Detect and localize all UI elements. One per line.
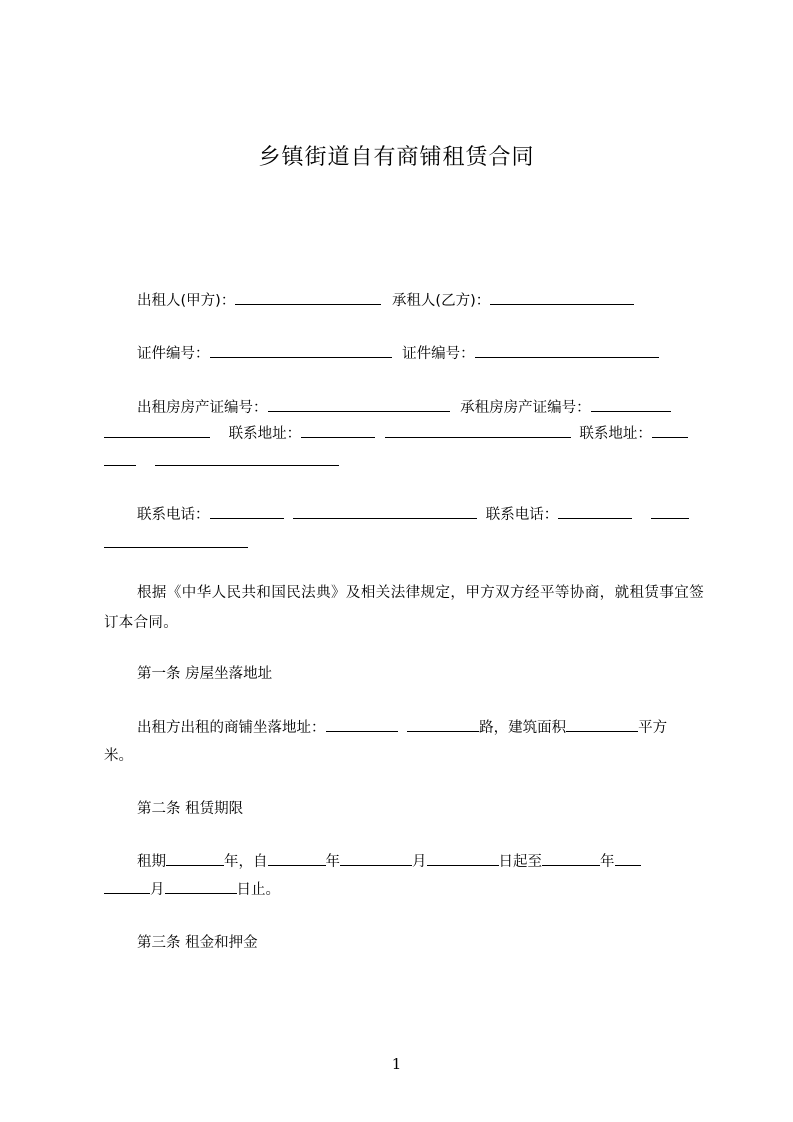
blank [104,530,248,548]
property-cert-lessor-label: 出租房房产证编号： [137,400,268,416]
blank [652,420,688,438]
phone-line-cont [104,530,704,558]
blank [427,848,499,866]
id-blank-lessor [210,340,392,358]
parties-line [104,287,704,315]
property-cert-line [104,394,704,422]
lessor-label: 出租人(甲方)： [137,293,236,309]
address-line [104,420,704,448]
article2-body-cont [104,876,704,904]
article2-t5: 日起至 [498,854,542,870]
blank [301,420,375,438]
blank [566,714,638,732]
phone-label-lessor: 联系电话： [137,507,210,523]
blank [166,848,224,866]
blank [615,848,641,866]
article2-t1: 租期 [137,854,166,870]
address-label-lessor: 联系地址： [228,426,302,442]
blank [407,714,479,732]
lessee-blank [490,287,634,305]
blank [210,501,284,519]
page-number: 1 [391,1055,402,1073]
article2-t6: 年 [600,854,615,870]
address-label-lessee: 联系地址： [579,426,652,442]
article1-text-a: 出租方出租的商铺坐落地址： [137,720,326,736]
blank [542,848,600,866]
id-line [104,340,704,368]
article2-t4: 月 [412,854,427,870]
article2-t2: 年，自 [224,854,268,870]
blank [104,876,150,894]
article2-heading: 第二条 租赁期限 [137,801,244,817]
article2-t8: 日止。 [236,882,280,898]
blank [385,420,571,438]
blank [348,394,450,412]
blank [155,448,339,466]
article1-text-b: 路，建筑面积 [479,720,567,736]
id-blank-lessee [475,340,659,358]
phone-label-lessee: 联系电话： [485,507,559,523]
blank [104,448,136,466]
id-label-lessee: 证件编号： [402,346,475,362]
blank [651,501,689,519]
lessor-blank [235,287,381,305]
article1-heading: 第一条 房屋坐落地址 [137,666,273,682]
article1-body [104,714,704,742]
article1-body-cont: 米。 [104,748,133,764]
blank [340,848,412,866]
blank [165,876,237,894]
phone-line [104,501,704,529]
document-title: 乡镇街道自有商铺租赁合同 [258,145,535,170]
id-label-lessor: 证件编号： [137,346,210,362]
article2-t7: 月 [150,882,165,898]
blank [268,848,326,866]
blank [558,501,632,519]
article2-body [104,848,704,876]
blank [591,394,671,412]
article3-heading: 第三条 租金和押金 [137,935,258,951]
property-cert-lessee-label: 承租房房产证编号： [460,400,591,416]
blank [104,420,210,438]
lessee-label: 承租人(乙方)： [391,293,491,309]
blank [326,714,398,732]
article2-t3: 年 [325,854,340,870]
blank [293,501,477,519]
blank [268,394,348,412]
address-line-cont [104,448,704,476]
intro-paragraph: 根据《中华人民共和国民法典》及相关法律规定，甲方双方经平等协商，就租赁事宜签订本合同。 [104,585,704,631]
article1-text-c: 平方 [638,720,668,736]
